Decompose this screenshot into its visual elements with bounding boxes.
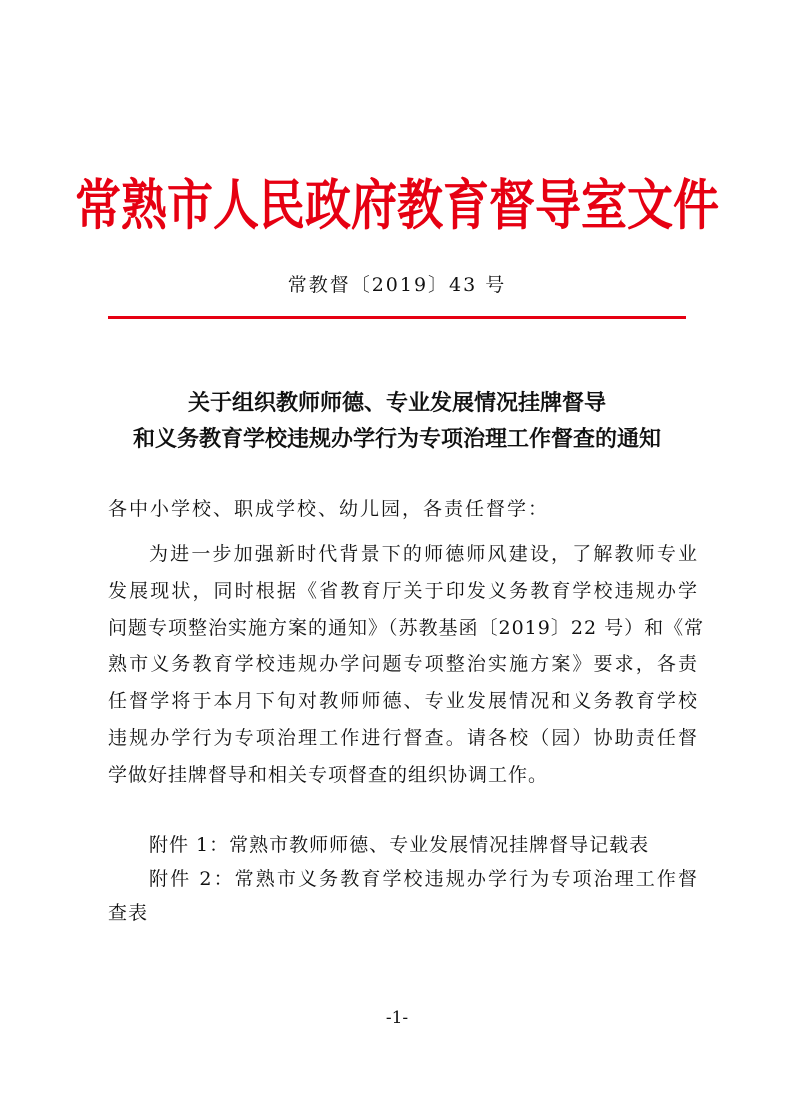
attachment-1: 附件 1：常熟市教师师德、专业发展情况挂牌督导记载表 (149, 834, 650, 856)
body-line-5: 任督学将于本月下旬对教师师德、专业发展情况和义务教育学校 (108, 690, 698, 713)
attachments-list (108, 828, 698, 930)
body-line-3: 问题专项整治实施方案的通知》（苏教基函〔2019〕22 号）和《常 (108, 616, 705, 639)
salutation: 各中小学校、职成学校、幼儿园，各责任督学： (108, 498, 550, 520)
attachment-2-line-2: 查表 (108, 902, 149, 924)
document-number: 常教督〔2019〕43 号 (287, 274, 507, 296)
notice-heading-line-1: 关于组织教师师德、专业发展情况挂牌督导 (187, 391, 606, 416)
attachment-2-line-1: 附件 2：常熟市义务教育学校违规办学行为专项治理工作督 (149, 868, 698, 890)
issuer-title: 常熟市人民政府教育督导室文件 (75, 173, 719, 238)
notice-body (108, 536, 705, 794)
body-line-2: 发展现状，同时根据《省教育厅关于印发义务教育学校违规办学 (108, 579, 698, 602)
notice-heading-line-2: 和义务教育学校违规办学行为专项治理工作督查的通知 (132, 427, 661, 452)
page-number: -1- (385, 1008, 409, 1028)
body-line-7: 学做好挂牌督导和相关专项督查的组织协调工作。 (108, 763, 549, 786)
body-line-1: 为进一步加强新时代背景下的师德师风建设，了解教师专业 (149, 543, 698, 565)
body-line-4: 熟市义务教育学校违规办学问题专项整治实施方案》要求，各责 (108, 653, 698, 676)
body-line-6: 违规办学行为专项治理工作进行督查。请各校（园）协助责任督 (108, 726, 698, 749)
red-divider-rule (108, 316, 686, 319)
notice-heading (0, 386, 794, 458)
